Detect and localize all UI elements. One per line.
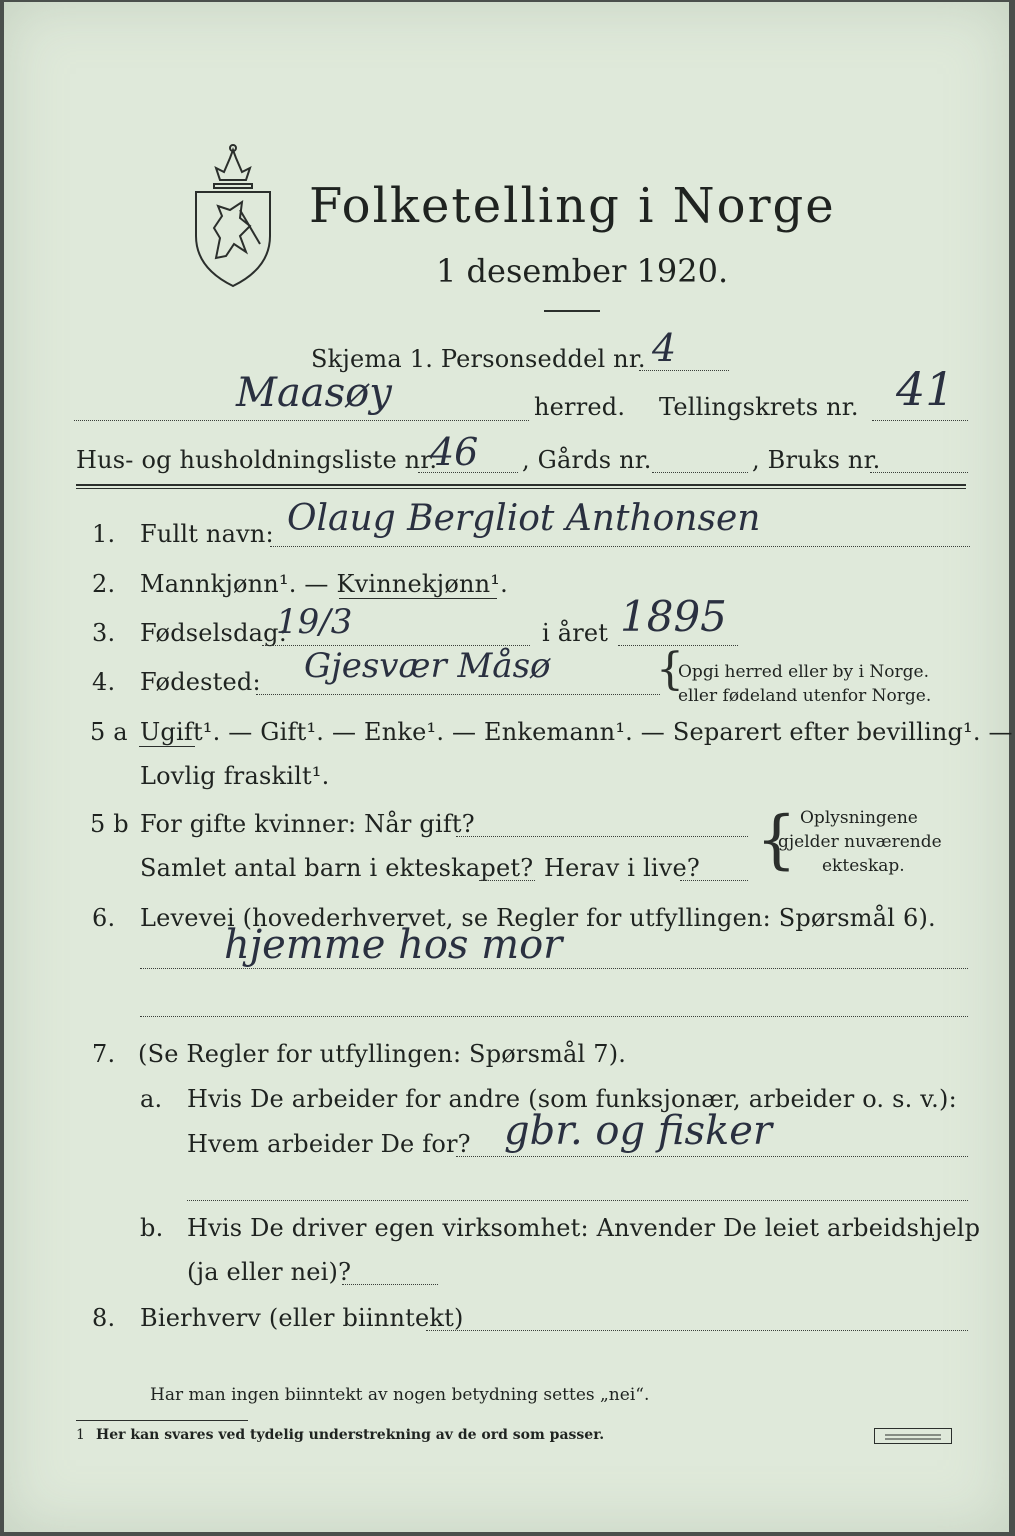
q7a-question: Hvem arbeider De for? [187,1130,471,1158]
q1-number: 1. [92,520,116,548]
occupation-field-2[interactable] [140,1016,968,1017]
q8-number: 8. [92,1304,116,1332]
side-income-field[interactable] [426,1330,968,1331]
title-divider [544,310,600,312]
children-count-field[interactable] [479,880,535,881]
q3-label: Fødselsdag: [140,619,287,647]
children-alive-field[interactable] [680,880,748,881]
header-rule-top [76,484,966,486]
no-income-note: Har man ingen biinntekt av nogen betydning settes „nei“. [150,1385,650,1405]
employer-field[interactable] [456,1156,968,1157]
form-title: Folketelling i Norge [309,178,836,234]
q3-number: 3. [92,619,116,647]
q5a-number: 5 a [90,718,128,746]
full-name-field[interactable] [270,546,970,547]
district-value: 41 [896,362,955,416]
district-label: Tellingskrets nr. [659,393,859,421]
q5a-options-2: Lovlig fraskilt¹. [140,762,330,790]
district-field[interactable] [872,420,968,421]
birthplace-field[interactable] [256,694,660,695]
footnote-marker: 1 [76,1427,85,1443]
q3-year-label: i året [542,619,609,647]
occupation-field[interactable] [140,968,968,969]
q5b-number: 5 b [90,810,129,838]
schema-label: Skjema 1. Personseddel nr. [311,345,646,373]
holding-field[interactable] [870,472,968,473]
q4-label: Fødested: [140,668,261,696]
q8-label: Bierhverv (eller biinntekt) [140,1304,464,1332]
footnote-text: Her kan svares ved tydelig understrekning av de ord som passer. [96,1427,605,1443]
birth-date-value: 19/3 [276,602,353,642]
coat-of-arms-icon [190,140,276,288]
footnote-rule [76,1420,248,1421]
header-rule-bottom [76,488,966,489]
q2-number: 2. [92,570,116,598]
q4-number: 4. [92,668,116,696]
q2-label: Mannkjønn¹. — Kvinnekjønn¹. [140,570,508,598]
q7-number: 7. [92,1040,116,1068]
q7a-label: Hvis De arbeider for andre (som funksjonær, arbeider o. s. v.): [187,1085,957,1113]
farm-field[interactable] [652,472,748,473]
farm-label: , Gårds nr. [522,446,652,474]
household-value: 46 [430,430,479,474]
birth-year-value: 1895 [620,592,727,641]
municipality-value: Maasøy [236,370,392,416]
female-underline [339,598,497,599]
marriage-note-2: gjelder nuværende [778,832,942,852]
birthplace-note-1: Opgi herred eller by i Norge. [678,662,929,682]
occupation-value: hjemme hos mor [224,922,563,968]
holding-label: , Bruks nr. [752,446,881,474]
q6-label: Levevei (hovederhvervet, se Regler for utfyllingen: Spørsmål 6). [140,904,936,932]
marriage-brace: { [756,803,797,877]
employer-value: gbr. og fisker [504,1108,773,1154]
marriage-date-field[interactable] [456,836,748,837]
q7-label: (Se Regler for utfyllingen: Spørsmål 7). [138,1040,627,1068]
birthplace-value: Gjesvær Måsø [304,646,551,686]
birthplace-note-2: eller fødeland utenfor Norge. [678,686,932,706]
q1-label: Fullt navn: [140,520,274,548]
q7a-letter: a. [140,1085,163,1113]
q5b-label: For gifte kvinner: Når gift? [140,810,475,838]
municipality-label: herred. [534,393,626,421]
municipality-field[interactable] [74,420,529,421]
household-label: Hus- og husholdningsliste nr. [76,446,438,474]
schema-number-value: 4 [652,326,677,370]
q7b-question: (ja eller nei)? [187,1258,352,1286]
birthplace-brace: { [656,644,684,695]
q5b-children-label: Samlet antal barn i ekteskapet? [140,854,534,882]
marriage-note-3: ekteskap. [822,856,905,876]
form-date: 1 desember 1920. [436,252,729,290]
marriage-note-1: Oplysningene [800,808,918,828]
employer-field-2[interactable] [187,1200,968,1201]
full-name-value: Olaug Bergliot Anthonsen [287,498,761,539]
q7b-letter: b. [140,1214,164,1242]
q6-number: 6. [92,904,116,932]
hires-help-field[interactable] [342,1284,438,1285]
q5a-options: Ugift¹. — Gift¹. — Enke¹. — Enkemann¹. — Separert efter bevilling¹. — [140,718,1013,746]
census-form [4,2,1013,1532]
unmarried-underline [139,746,195,747]
printer-stamp [874,1428,952,1444]
q7b-label: Hvis De driver egen virksomhet: Anvender De leiet arbeidshjelp [187,1214,981,1242]
schema-number-field[interactable] [639,370,729,371]
q5b-alive-label: Herav i live? [544,854,700,882]
